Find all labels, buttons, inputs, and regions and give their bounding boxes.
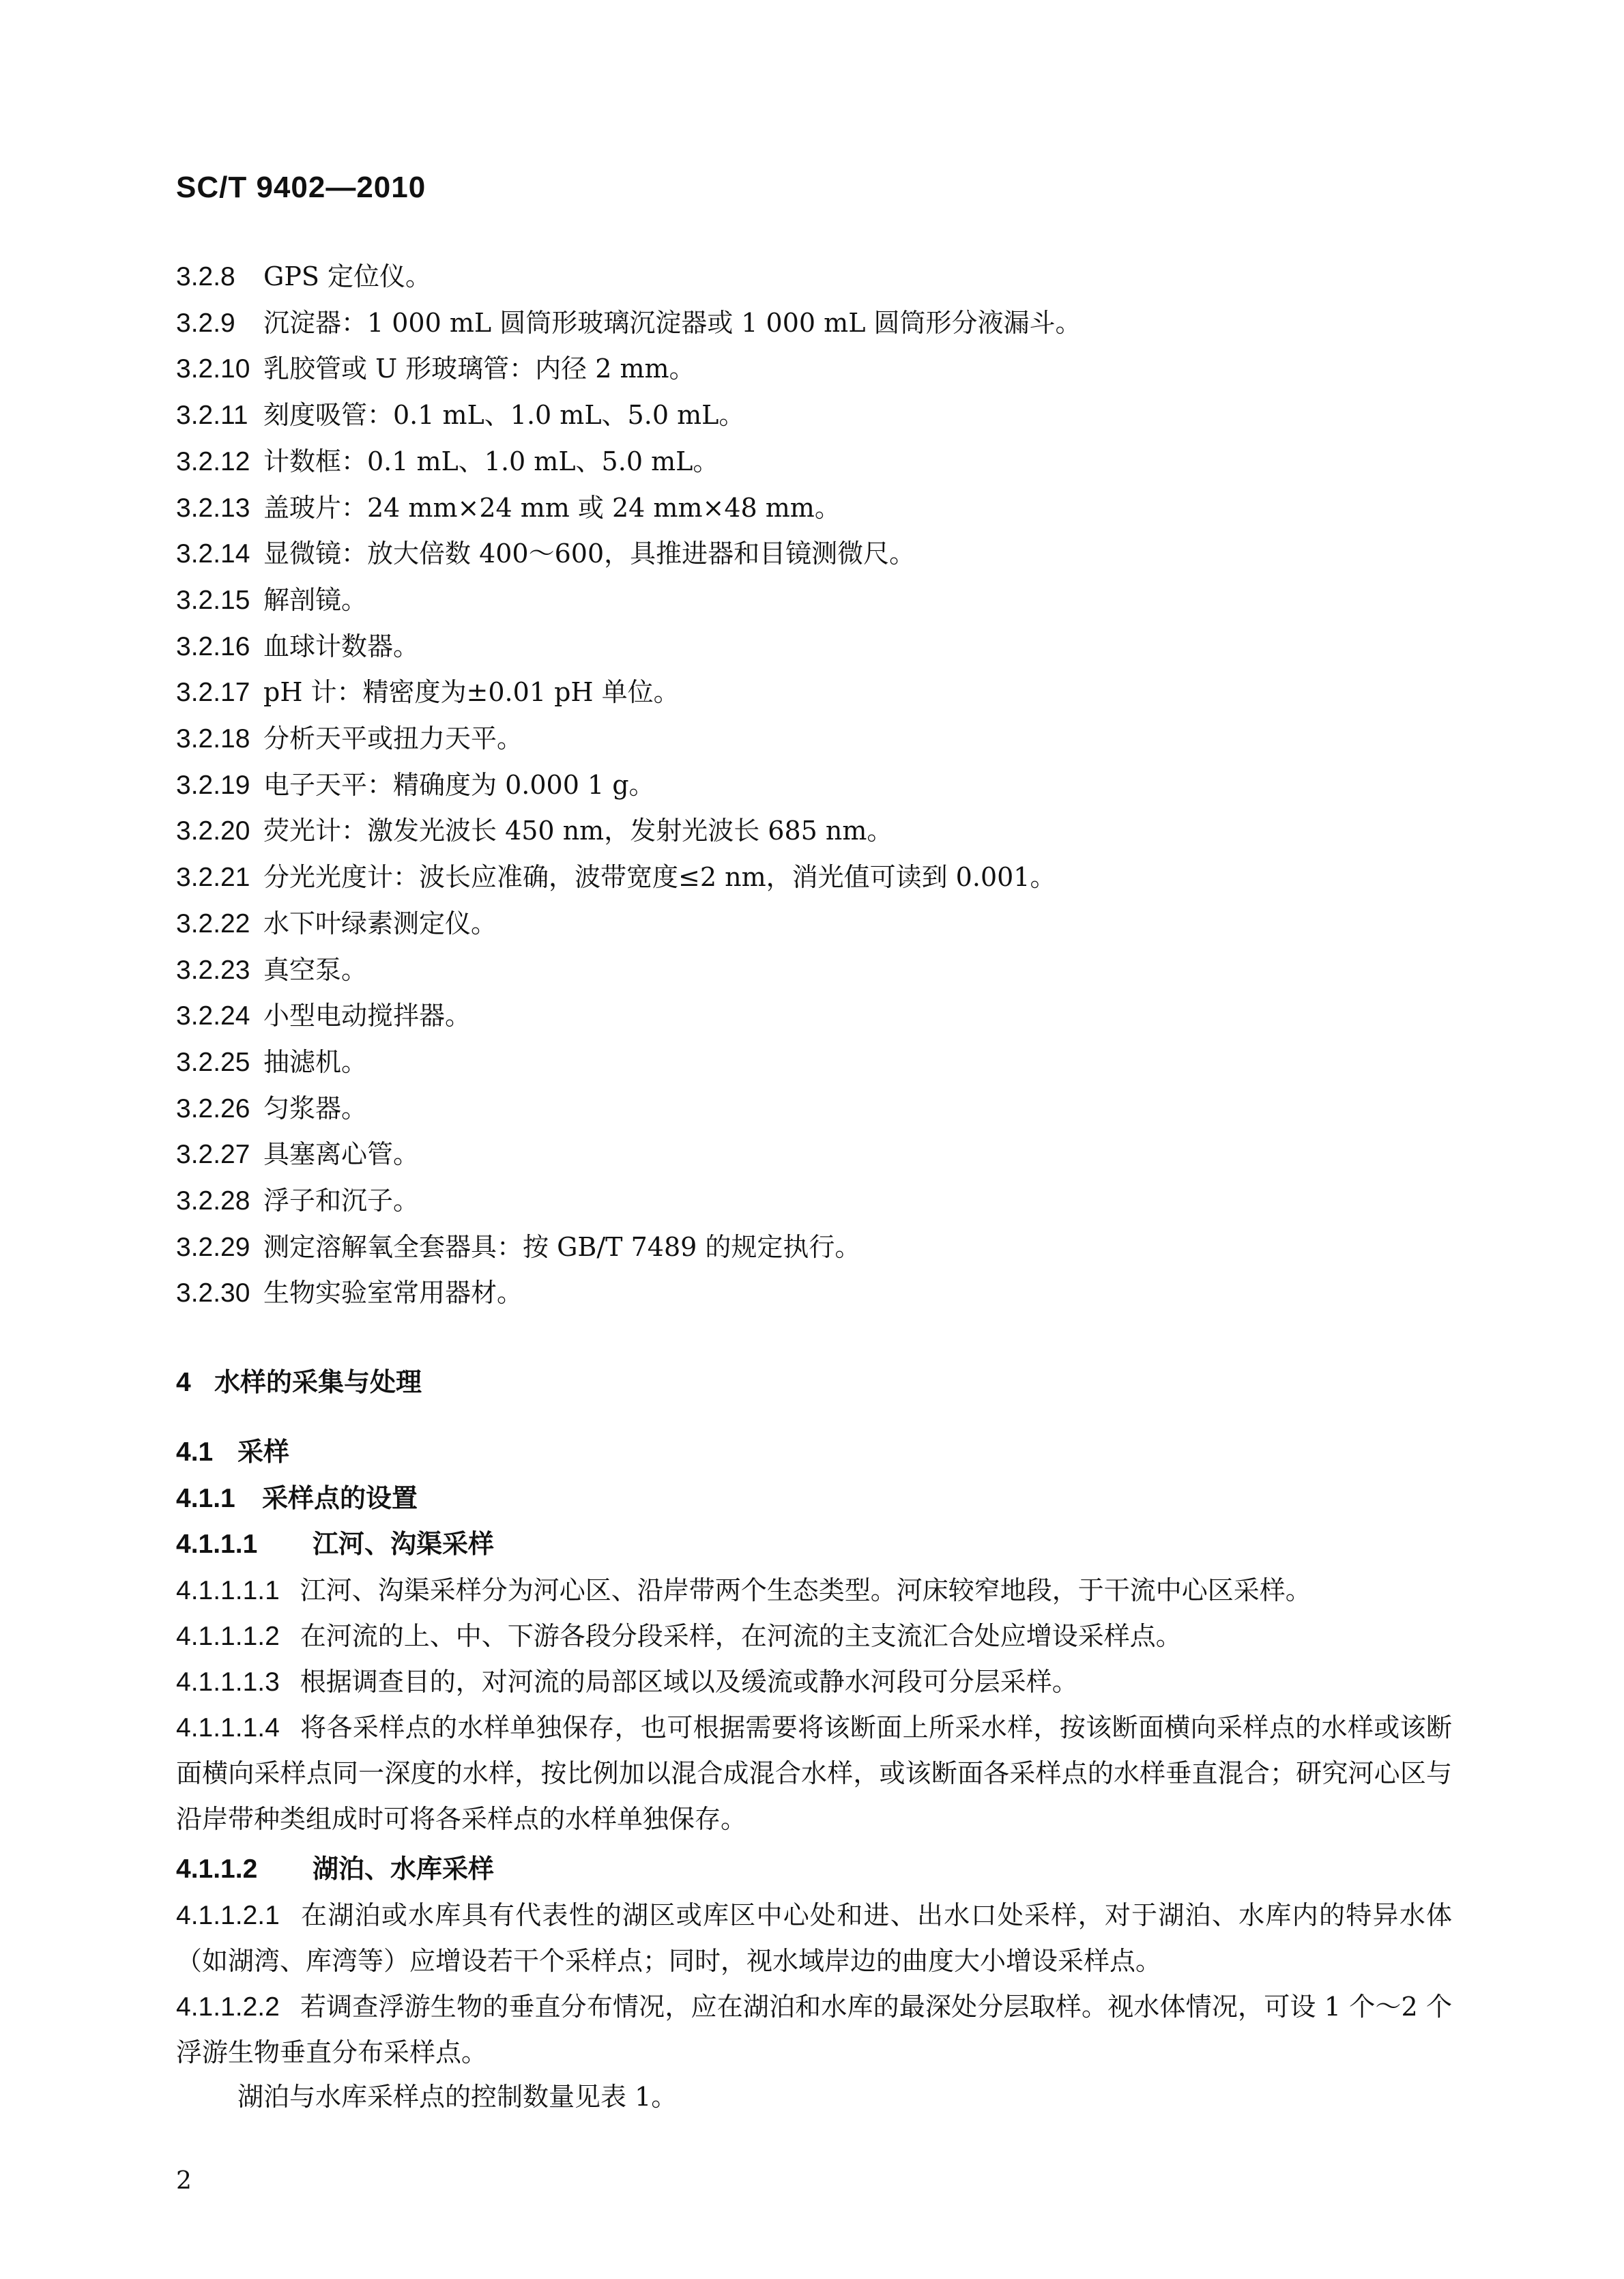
- item-text: 浮子和沉子。: [263, 1186, 420, 1216]
- item-number: 3.2.26: [176, 1094, 250, 1123]
- equipment-item: [176, 1230, 860, 1265]
- heading-text: 湖泊、水库采样: [313, 1854, 495, 1884]
- equipment-item: [176, 1137, 419, 1172]
- section-4-1-heading: [176, 1435, 289, 1470]
- paragraph-4-1-1-2-1: [176, 1893, 1452, 1984]
- heading-number: 4.1: [176, 1437, 214, 1467]
- item-text: 显微镜：放大倍数 400～600，具推进器和目镜测微尺。: [263, 539, 916, 569]
- item-number: 3.2.29: [176, 1233, 250, 1262]
- heading-number: 4: [176, 1368, 191, 1397]
- item-number: 3.2.21: [176, 863, 250, 892]
- item-number: 3.2.9: [176, 309, 235, 338]
- item-text: 匀浆器。: [263, 1093, 368, 1123]
- heading-number: 4.1.1.1: [176, 1530, 258, 1559]
- item-number: 3.2.20: [176, 816, 250, 846]
- equipment-item: [176, 629, 419, 664]
- item-number: 3.2.23: [176, 956, 250, 985]
- paragraph-text: 在河流的上、中、下游各段分段采样，在河流的主支流汇合处应增设采样点。: [300, 1621, 1182, 1651]
- paragraph-number: 4.1.1.1.3: [176, 1667, 280, 1697]
- item-text: 刻度吸管：0.1 mL、1.0 mL、5.0 mL。: [263, 400, 745, 430]
- item-number: 3.2.19: [176, 771, 250, 800]
- paragraph-number: 4.1.1.1.2: [176, 1622, 280, 1651]
- standard-code-header: SC/T 9402—2010: [176, 171, 426, 204]
- section-4-1-1-2-heading: [176, 1852, 494, 1887]
- paragraph-4-1-1-1-2: [176, 1614, 1452, 1659]
- equipment-item: [176, 675, 680, 710]
- paragraph-text: 在湖泊或水库具有代表性的湖区或库区中心处和进、出水口处采样，对于湖泊、水库内的特异水体（如湖湾、库湾等）应增设若干个采样点；同时，视水域岸边的曲度大小增设采样点。: [176, 1900, 1452, 1976]
- item-text: 测定溶解氧全套器具：按 GB/T 7489 的规定执行。: [263, 1232, 861, 1262]
- item-number: 3.2.17: [176, 678, 250, 707]
- equipment-item: [176, 860, 1056, 895]
- paragraph-text: 江河、沟渠采样分为河心区、沿岸带两个生态类型。河床较窄地段，于干流中心区采样。: [300, 1575, 1311, 1605]
- heading-text: 江河、沟渠采样: [313, 1529, 495, 1559]
- equipment-item: [176, 352, 695, 386]
- item-number: 3.2.13: [176, 493, 250, 523]
- item-text: 具塞离心管。: [263, 1139, 420, 1169]
- item-text: 沉淀器：1 000 mL 圆筒形玻璃沉淀器或 1 000 mL 圆筒形分液漏斗。: [263, 308, 1082, 338]
- paragraph-text: 将各采样点的水样单独保存，也可根据需要将该断面上所采水样，按该断面横向采样点的水样或该断面横向采样点同一深度的水样，按比例加以混合成混合水样，或该断面各采样点的水样垂直混合；研究河心区与沿岸带种类组成时可将各采样点的水样单独保存。: [176, 1712, 1452, 1834]
- paragraph-text: 根据调查目的，对河流的局部区域以及缓流或静水河段可分层采样。: [300, 1667, 1078, 1697]
- equipment-item: [176, 768, 655, 803]
- equipment-item: [176, 259, 431, 294]
- section-4-heading: [176, 1365, 422, 1400]
- equipment-item: [176, 536, 915, 571]
- equipment-item: [176, 398, 744, 433]
- item-text: 抽滤机。: [263, 1047, 368, 1077]
- item-text: 小型电动搅拌器。: [263, 1001, 472, 1031]
- equipment-item: [176, 1276, 523, 1310]
- item-number: 3.2.30: [176, 1278, 250, 1308]
- paragraph-4-1-1-1-1: [176, 1568, 1452, 1614]
- heading-text: 采样点的设置: [262, 1483, 418, 1513]
- equipment-item: [176, 953, 367, 988]
- item-text: 分光光度计：波长应准确，波带宽度≤2 nm，消光值可读到 0.001。: [263, 862, 1056, 892]
- item-text: 血球计数器。: [263, 631, 420, 661]
- heading-text: 水样的采集与处理: [214, 1367, 422, 1397]
- equipment-item: [176, 1045, 367, 1080]
- paragraph-4-1-1-1-4: [176, 1705, 1452, 1842]
- item-text: 分析天平或扭力天平。: [263, 723, 523, 754]
- paragraph-number: 4.1.1.2.2: [176, 1992, 280, 2022]
- item-number: 3.2.14: [176, 539, 250, 569]
- page-number: 2: [176, 2167, 192, 2195]
- item-number: 3.2.15: [176, 586, 250, 615]
- item-number: 3.2.18: [176, 724, 250, 754]
- item-number: 3.2.11: [176, 401, 248, 430]
- equipment-item: [176, 306, 1082, 341]
- item-number: 3.2.25: [176, 1048, 250, 1077]
- heading-number: 4.1.1.2: [176, 1854, 258, 1884]
- heading-number: 4.1.1: [176, 1484, 235, 1513]
- item-text: GPS 定位仪。: [263, 261, 432, 291]
- item-text: 水下叶绿素测定仪。: [263, 908, 497, 938]
- table-reference: 湖泊与水库采样点的控制数量见表 1。: [237, 2082, 678, 2112]
- paragraph-4-1-1-1-3: [176, 1659, 1452, 1705]
- item-text: 真空泵。: [263, 955, 368, 985]
- item-text: 计数框：0.1 mL、1.0 mL、5.0 mL。: [263, 446, 719, 476]
- equipment-item: [176, 999, 471, 1033]
- equipment-item: [176, 1091, 367, 1126]
- item-text: 荧光计：激发光波长 450 nm，发射光波长 685 nm。: [263, 816, 893, 846]
- item-text: 解剖镜。: [263, 585, 368, 615]
- item-number: 3.2.28: [176, 1186, 250, 1216]
- paragraph-number: 4.1.1.1.1: [176, 1576, 280, 1605]
- item-number: 3.2.8: [176, 262, 235, 291]
- equipment-item: [176, 906, 497, 941]
- item-number: 3.2.24: [176, 1001, 250, 1031]
- item-number: 3.2.22: [176, 909, 250, 938]
- equipment-item: [176, 814, 893, 848]
- section-4-1-1-heading: [176, 1481, 418, 1516]
- paragraph-4-1-1-2-2: [176, 1984, 1452, 2076]
- paragraph-number: 4.1.1.2.1: [176, 1901, 280, 1930]
- item-number: 3.2.27: [176, 1140, 250, 1169]
- paragraph-text: 若调查浮游生物的垂直分布情况，应在湖泊和水库的最深处分层取样。视水体情况，可设 1 个～2 个浮游生物垂直分布采样点。: [176, 1992, 1452, 2067]
- item-text: 生物实验室常用器材。: [263, 1278, 523, 1308]
- equipment-item: [176, 721, 523, 756]
- item-number: 3.2.10: [176, 354, 250, 384]
- equipment-item: [176, 491, 841, 526]
- item-text: 盖玻片：24 mm×24 mm 或 24 mm×48 mm。: [263, 493, 841, 523]
- item-number: 3.2.16: [176, 632, 250, 661]
- paragraph-number: 4.1.1.1.4: [176, 1713, 280, 1743]
- item-text: 乳胶管或 U 形玻璃管：内径 2 mm。: [263, 354, 695, 384]
- item-text: pH 计：精密度为±0.01 pH 单位。: [263, 677, 680, 707]
- heading-text: 采样: [237, 1437, 290, 1467]
- item-text: 电子天平：精确度为 0.000 1 g。: [263, 770, 655, 800]
- equipment-item: [176, 583, 367, 618]
- equipment-item: [176, 444, 719, 479]
- equipment-item: [176, 1184, 419, 1218]
- section-4-1-1-1-heading: [176, 1527, 494, 1562]
- item-number: 3.2.12: [176, 447, 250, 476]
